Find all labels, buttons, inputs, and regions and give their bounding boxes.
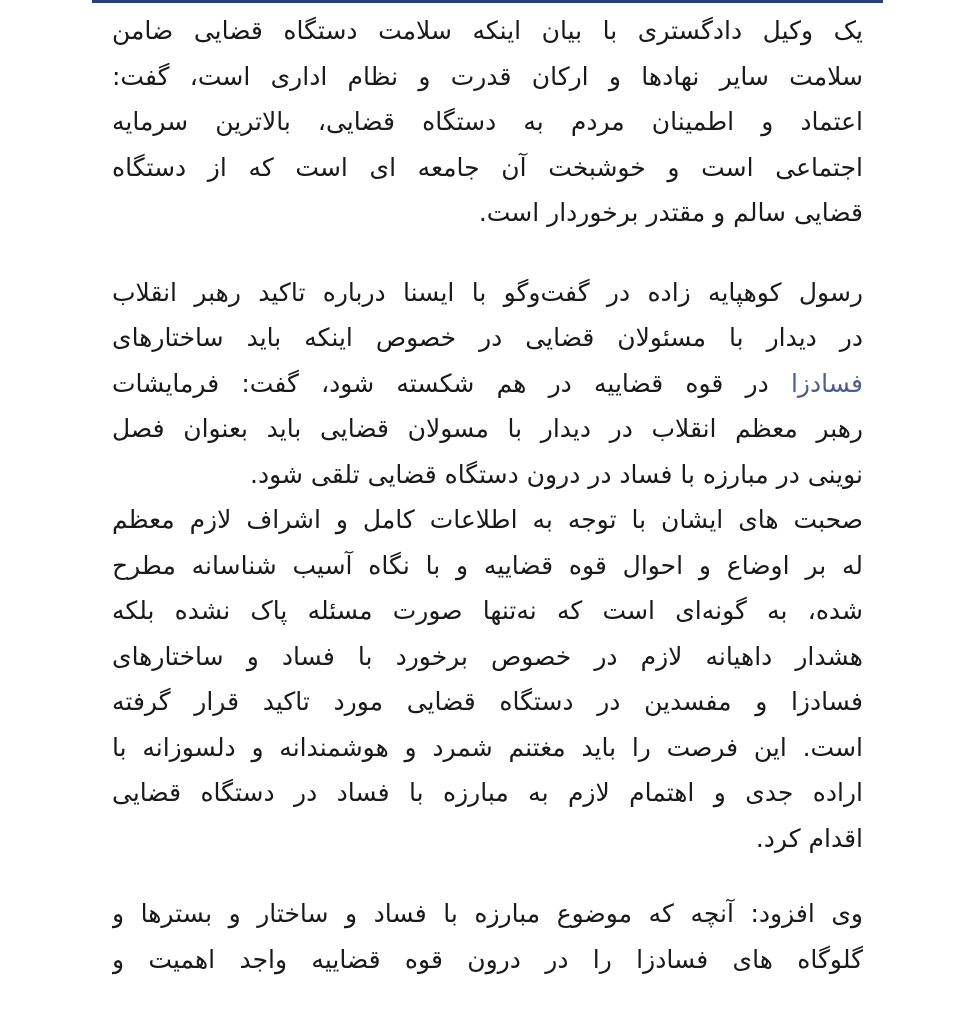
text-line: گلوگاه های فسادزا را در درون قوه قضاییه واجد اهمیت و xyxy=(112,944,863,974)
text-line: اجتماعی است و خوشبخت آن جامعه ای است که از دستگاه xyxy=(112,152,863,182)
fasadza-link[interactable]: فسادزا xyxy=(790,368,863,398)
text-line: در دیدار با مسئولان قضایی در خصوص اینکه باید ساختارهای xyxy=(112,323,863,352)
text-line-rest: در قوه قضاییه در هم شکسته شود، گفت: فرمایشات xyxy=(112,368,769,398)
text-line: فسادزا و مفسدین در دستگاه قضایی مورد تاکید قرار گرفته xyxy=(112,687,863,716)
article-body xyxy=(112,8,863,982)
text-line: له بر اوضاع و احوال قوه قضاییه و با نگاه آسیب شناسانه مطرح xyxy=(112,550,863,580)
paragraph-1 xyxy=(112,8,863,236)
text-line: اعتماد و اطمینان مردم به دستگاه قضایی، بالاترین سرمایه xyxy=(112,107,863,136)
paragraph-spacer xyxy=(112,236,863,270)
text-line: نوینی در مبارزه با فساد در درون دستگاه قضایی تلقی شود. xyxy=(250,459,863,489)
text-line: سلامت سایر نهادها و ارکان قدرت و نظام اداری است، گفت: xyxy=(112,61,863,91)
text-line: یک وکیل دادگستری با بیان اینکه سلامت دستگاه قضایی ضامن xyxy=(112,16,863,45)
text-line-with-link xyxy=(112,361,863,407)
paragraph-3 xyxy=(112,891,863,982)
paragraph-spacer xyxy=(112,861,863,891)
text-line: رسول کوهپایه زاده در گفت‌وگو با ایسنا درباره تاکید رهبر انقلاب xyxy=(112,277,863,307)
header-bar xyxy=(92,0,883,3)
text-line: صحبت های ایشان با توجه به اطلاعات کامل و اشراف لازم معظم xyxy=(112,505,863,534)
text-line: قضایی سالم و مقتدر برخوردار است. xyxy=(478,198,863,227)
text-line: شده، به گونه‌ای است که نه‌تنها صورت مسئله پاک نشده بلکه xyxy=(112,596,863,625)
text-line: هشدار داهیانه لازم در خصوص برخورد با فساد و ساختارهای xyxy=(112,641,863,671)
text-line: اقدام کرد. xyxy=(755,823,863,853)
text-line: رهبر معظم انقلاب در دیدار با مسولان قضایی باید بعنوان فصل xyxy=(112,414,863,443)
text-line: وی افزود: آنچه که موضوع مبارزه با فساد و ساختار و بسترها و xyxy=(112,899,863,928)
paragraph-2 xyxy=(112,270,863,862)
text-line: اراده جدی و اهتمام لازم به مبارزه با فساد در دستگاه قضایی xyxy=(112,778,863,807)
text-line: است. این فرصت را باید مغتنم شمرد و هوشمندانه و دلسوزانه با xyxy=(112,732,863,762)
